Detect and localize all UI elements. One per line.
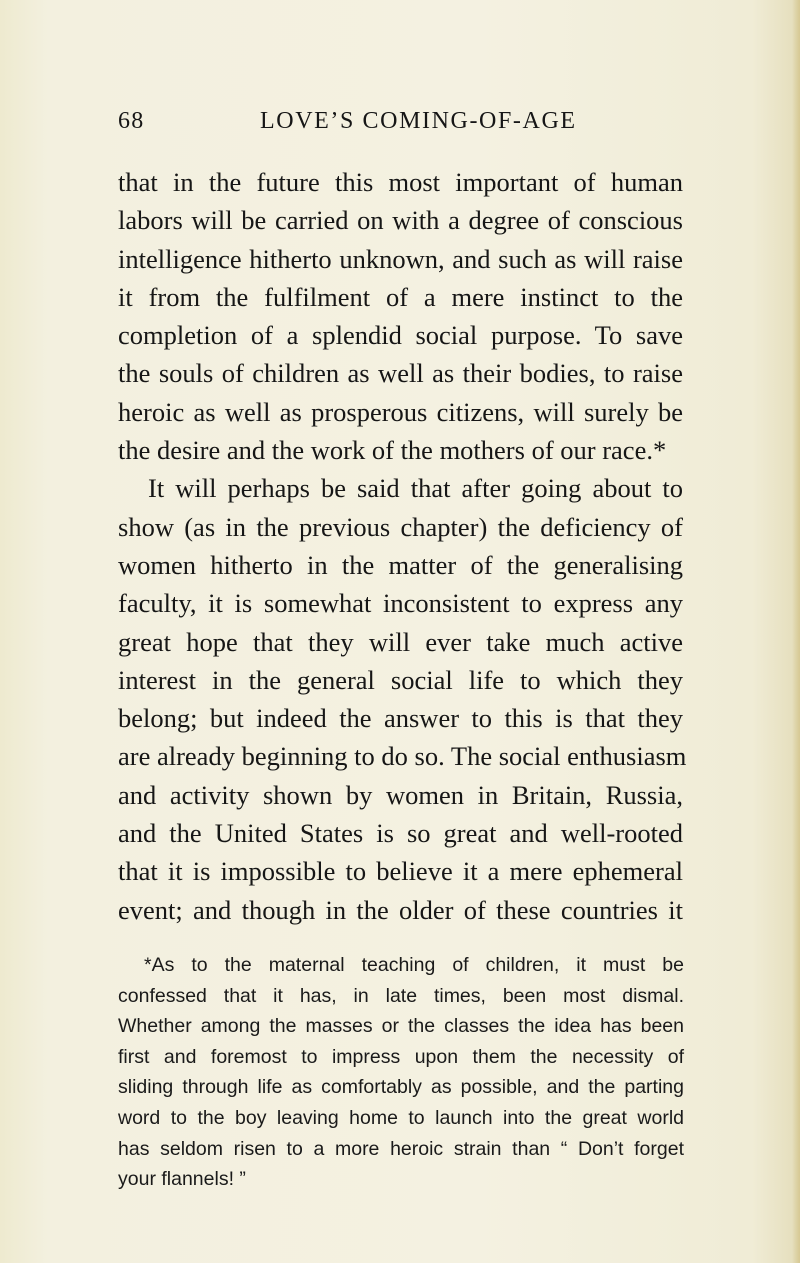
footnote-line: first and foremost to impress upon them the necessity of: [118, 1045, 684, 1068]
body-line: and the United States is so great and well-rooted: [118, 818, 683, 849]
body-line: that it is impossible to believe it a mere ephemeral: [118, 856, 683, 887]
body-line: It will perhaps be said that after going about to: [148, 473, 683, 504]
body-line: women hitherto in the matter of the generalising: [118, 549, 683, 580]
footnote-line: Whether among the masses or the classes the idea has been: [118, 1015, 684, 1038]
body-line: heroic as well as prosperous citizens, will surely be: [118, 396, 683, 427]
body-line: event; and though in the older of these countries it: [118, 894, 683, 925]
footnote-line: has seldom risen to a more heroic strain than “ Don’t forget: [118, 1137, 684, 1160]
footnote-line: your flannels! ”: [118, 1168, 246, 1191]
body-line: it from the fulfilment of a mere instinct to the: [118, 281, 683, 312]
body-line: faculty, it is somewhat inconsistent to express any: [118, 588, 683, 619]
footnote-line: confessed that it has, in late times, been most dismal.: [118, 984, 684, 1007]
body-text: [118, 163, 687, 929]
body-line: intelligence hitherto unknown, and such as will raise: [118, 243, 683, 274]
body-line: completion of a splendid social purpose. To save: [118, 320, 683, 351]
body-line: are already beginning to do so. The social enthusiasm: [118, 741, 687, 772]
footnote-line: word to the boy leaving home to launch into the great world: [118, 1106, 684, 1129]
footnote-line: sliding through life as comfortably as possible, and the parting: [118, 1076, 684, 1099]
body-line: the souls of children as well as their bodies, to raise: [118, 358, 683, 389]
body-line: belong; but indeed the answer to this is that they: [118, 703, 683, 734]
page-number: 68: [118, 108, 145, 134]
body-line: and activity shown by women in Britain, Russia,: [118, 779, 683, 810]
page-edge-shadow: [792, 0, 800, 1263]
body-line: great hope that they will ever take much active: [118, 626, 683, 657]
footnote: [118, 950, 684, 1195]
body-line: show (as in the previous chapter) the deficiency of: [118, 511, 683, 542]
running-head: LOVE’S COMING-OF-AGE: [260, 108, 577, 134]
body-line: that in the future this most important of human: [118, 167, 683, 197]
body-line: labors will be carried on with a degree of conscious: [118, 205, 683, 236]
body-line: interest in the general social life to which they: [118, 664, 683, 695]
footnote-line: *As to the maternal teaching of children, it must be: [144, 954, 684, 976]
page-header: [118, 108, 678, 142]
body-line: the desire and the work of the mothers of our race.*: [118, 435, 667, 466]
